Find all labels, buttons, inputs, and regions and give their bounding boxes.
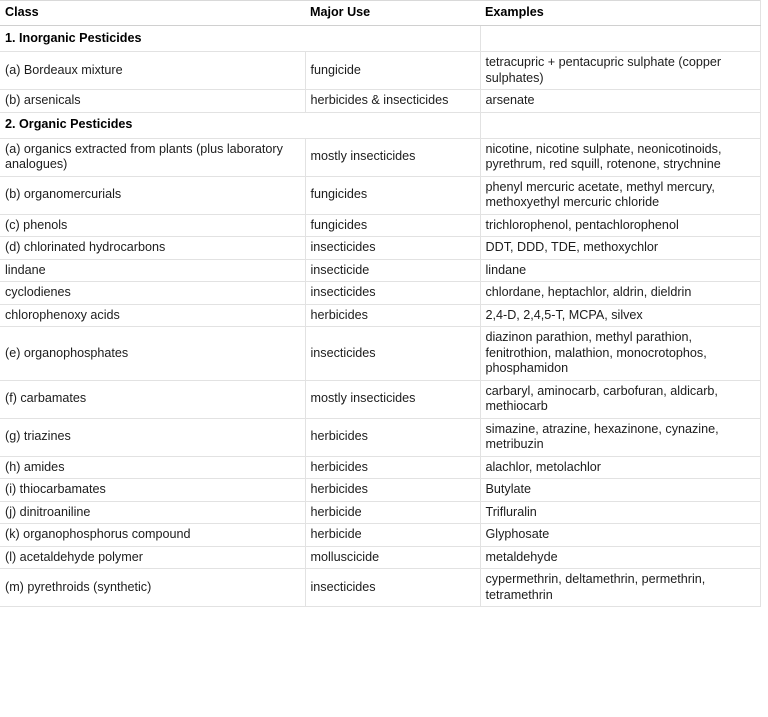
cell-major-use: fungicide [305, 52, 480, 90]
cell-class: (a) organics extracted from plants (plus laboratory analogues) [0, 138, 305, 176]
column-header-class: Class [0, 1, 305, 26]
cell-major-use: herbicides [305, 456, 480, 479]
cell-major-use: insecticides [305, 237, 480, 260]
section-spacer-major-use [305, 112, 480, 138]
cell-examples: diazinon parathion, methyl parathion, fenitrothion, malathion, monocrotophos, phosphamidon [480, 327, 760, 381]
table-row [0, 327, 760, 381]
table-row [0, 214, 760, 237]
table-body [0, 26, 760, 607]
table-row [0, 501, 760, 524]
section-spacer-major-use [305, 26, 480, 52]
cell-major-use: fungicides [305, 176, 480, 214]
cell-class: (j) dinitroaniline [0, 501, 305, 524]
cell-major-use: insecticides [305, 282, 480, 305]
column-header-examples: Examples [480, 1, 760, 26]
cell-major-use: fungicides [305, 214, 480, 237]
table-header-row [0, 1, 760, 26]
cell-class: (d) chlorinated hydrocarbons [0, 237, 305, 260]
cell-class: (l) acetaldehyde polymer [0, 546, 305, 569]
cell-examples: DDT, DDD, TDE, methoxychlor [480, 237, 760, 260]
cell-class: cyclodienes [0, 282, 305, 305]
section-spacer-examples [480, 112, 760, 138]
cell-class: (g) triazines [0, 418, 305, 456]
cell-examples: alachlor, metolachlor [480, 456, 760, 479]
table-row [0, 176, 760, 214]
table-row [0, 52, 760, 90]
cell-examples: arsenate [480, 90, 760, 113]
cell-class: (i) thiocarbamates [0, 479, 305, 502]
table-section-row [0, 112, 760, 138]
table-row [0, 479, 760, 502]
cell-major-use: mostly insecticides [305, 138, 480, 176]
cell-class: chlorophenoxy acids [0, 304, 305, 327]
table-row [0, 569, 760, 607]
cell-examples: simazine, atrazine, hexazinone, cynazine, metribuzin [480, 418, 760, 456]
cell-class: lindane [0, 259, 305, 282]
cell-examples: chlordane, heptachlor, aldrin, dieldrin [480, 282, 760, 305]
cell-major-use: herbicide [305, 524, 480, 547]
cell-examples: metaldehyde [480, 546, 760, 569]
cell-class: (f) carbamates [0, 380, 305, 418]
section-title: 2. Organic Pesticides [0, 112, 305, 138]
cell-examples: phenyl mercuric acetate, methyl mercury, methoxyethyl mercuric chloride [480, 176, 760, 214]
cell-major-use: herbicides [305, 418, 480, 456]
cell-major-use: insecticides [305, 327, 480, 381]
cell-class: (b) arsenicals [0, 90, 305, 113]
cell-examples: Butylate [480, 479, 760, 502]
cell-class: (e) organophosphates [0, 327, 305, 381]
cell-major-use: insecticide [305, 259, 480, 282]
cell-examples: Trifluralin [480, 501, 760, 524]
table-row [0, 138, 760, 176]
cell-examples: lindane [480, 259, 760, 282]
table-row [0, 282, 760, 305]
cell-major-use: herbicides [305, 479, 480, 502]
column-header-major-use: Major Use [305, 1, 480, 26]
section-title: 1. Inorganic Pesticides [0, 26, 305, 52]
cell-class: (k) organophosphorus compound [0, 524, 305, 547]
table-row [0, 524, 760, 547]
table-row [0, 418, 760, 456]
cell-examples: Glyphosate [480, 524, 760, 547]
cell-major-use: herbicide [305, 501, 480, 524]
cell-major-use: molluscicide [305, 546, 480, 569]
cell-examples: trichlorophenol, pentachlorophenol [480, 214, 760, 237]
cell-class: (h) amides [0, 456, 305, 479]
cell-major-use: insecticides [305, 569, 480, 607]
cell-major-use: mostly insecticides [305, 380, 480, 418]
cell-examples: cypermethrin, deltamethrin, permethrin, tetramethrin [480, 569, 760, 607]
cell-class: (c) phenols [0, 214, 305, 237]
table-row [0, 259, 760, 282]
cell-class: (a) Bordeaux mixture [0, 52, 305, 90]
table-section-row [0, 26, 760, 52]
table-row [0, 237, 760, 260]
cell-major-use: herbicides [305, 304, 480, 327]
table-row [0, 380, 760, 418]
table-row [0, 456, 760, 479]
cell-examples: nicotine, nicotine sulphate, neonicotinoids, pyrethrum, red squill, rotenone, strychnine [480, 138, 760, 176]
table-row [0, 546, 760, 569]
cell-examples: carbaryl, aminocarb, carbofuran, aldicarb, methiocarb [480, 380, 760, 418]
table-row [0, 90, 760, 113]
table-header [0, 1, 760, 26]
cell-examples: tetracupric + pentacupric sulphate (copper sulphates) [480, 52, 760, 90]
cell-examples: 2,4-D, 2,4,5-T, MCPA, silvex [480, 304, 760, 327]
cell-class: (b) organomercurials [0, 176, 305, 214]
section-spacer-examples [480, 26, 760, 52]
table-row [0, 304, 760, 327]
cell-class: (m) pyrethroids (synthetic) [0, 569, 305, 607]
cell-major-use: herbicides & insecticides [305, 90, 480, 113]
